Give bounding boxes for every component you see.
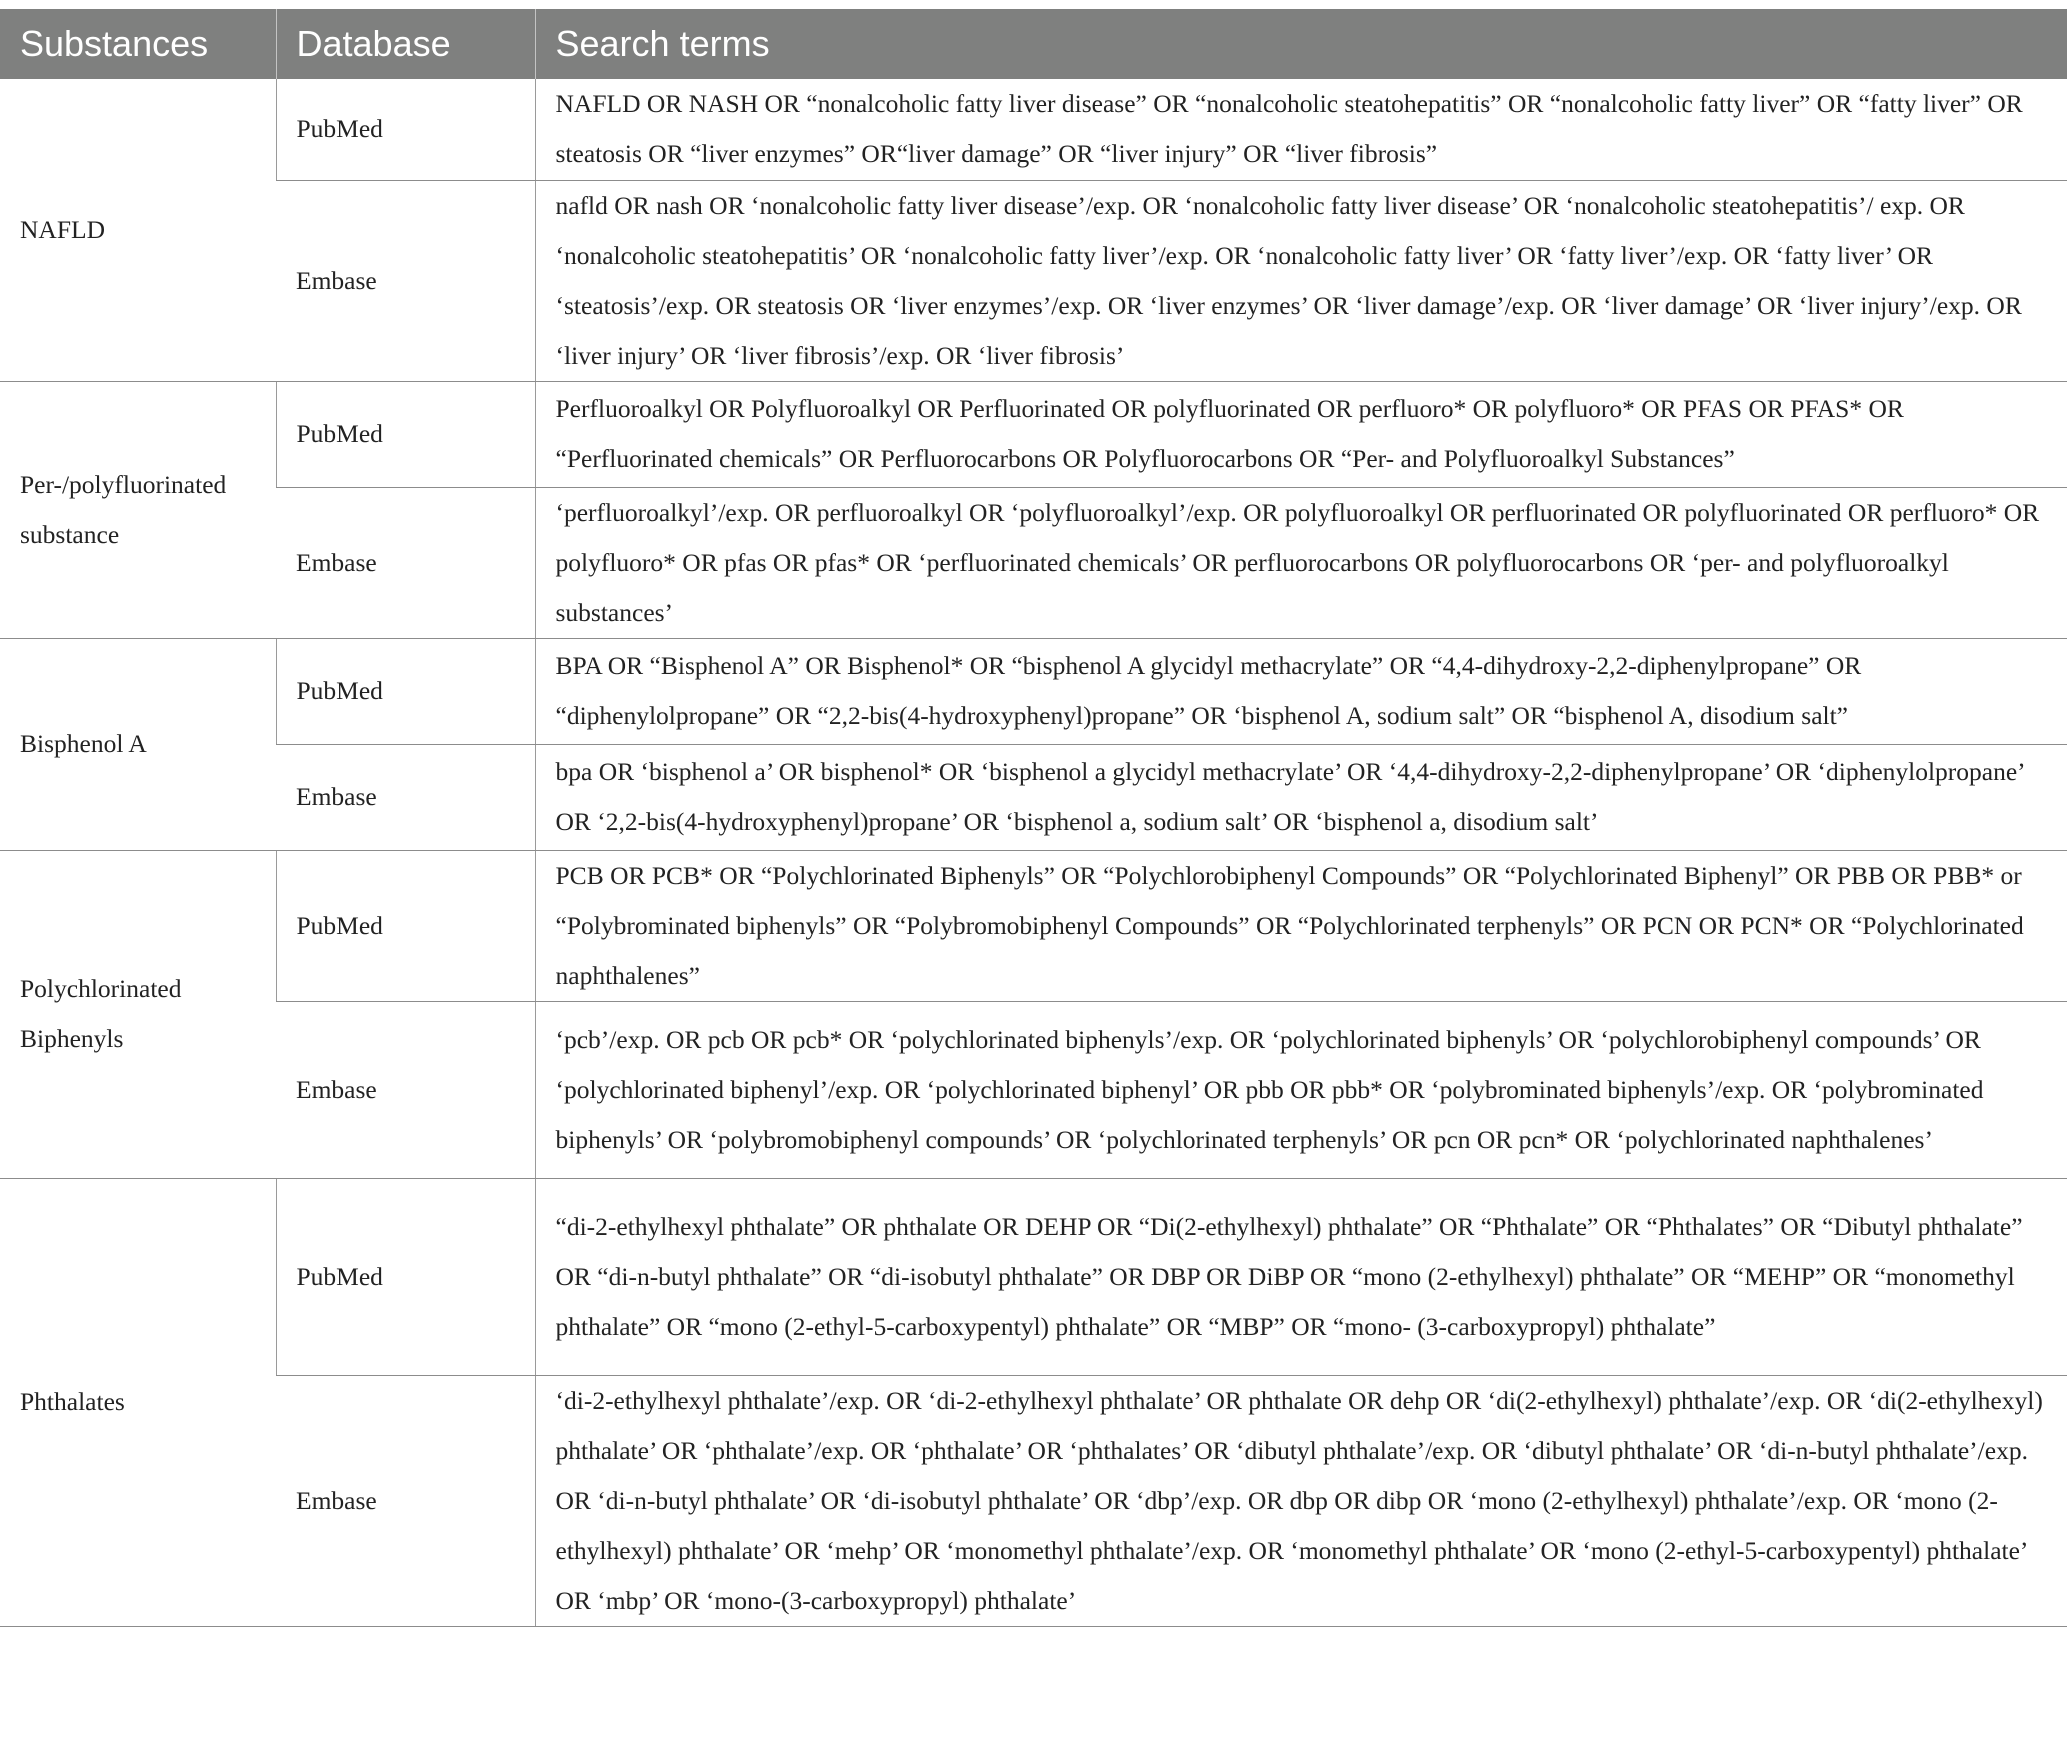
- substance-cell-pcb: Polychlorinated Biphenyls: [0, 850, 276, 1178]
- database-cell: Embase: [276, 487, 535, 638]
- table-row: [0, 850, 2067, 1001]
- substance-cell-phthalates: Phthalates: [0, 1178, 276, 1626]
- header-search-terms: Search terms: [535, 9, 2067, 79]
- database-cell: PubMed: [276, 79, 535, 180]
- table-body: [0, 79, 2067, 1626]
- search-terms-cell: Perfluoroalkyl OR Polyfluoroalkyl OR Perfluorinated OR polyfluorinated OR perfluoro* OR polyfluoro* OR PFAS OR PFAS* OR “Perfluorinated chemicals” OR Perfluorocarbons OR Polyfluorocarbons OR “Per- and Polyfluoroalkyl Substances”: [535, 381, 2067, 487]
- table-row: [0, 1375, 2067, 1626]
- search-terms-cell: PCB OR PCB* OR “Polychlorinated Biphenyls” OR “Polychlorobiphenyl Compounds” OR “Polychlorinated Biphenyl” OR PBB OR PBB* or “Polybrominated biphenyls” OR “Polybromobiphenyl Compounds” OR “Polychlorinated terphenyls” OR PCN OR PCN* OR “Polychlorinated naphthalenes”: [535, 850, 2067, 1001]
- table-row: [0, 381, 2067, 487]
- search-terms-cell: ‘pcb’/exp. OR pcb OR pcb* OR ‘polychlorinated biphenyls’/exp. OR ‘polychlorinated biphenyls’ OR ‘polychlorobiphenyl compounds’ OR ‘polychlorinated biphenyl’/exp. OR ‘polychlorinated biphenyl’ OR pbb OR pbb* OR ‘polybrominated biphenyls’/exp. OR ‘polybrominated biphenyls’ OR ‘polybromobiphenyl compounds’ OR ‘polychlorinated terphenyls’ OR pcn OR pcn* OR ‘polychlorinated naphthalenes’: [535, 1001, 2067, 1178]
- search-terms-cell: ‘perfluoroalkyl’/exp. OR perfluoroalkyl OR ‘polyfluoroalkyl’/exp. OR polyfluoroalkyl OR perfluorinated OR polyfluorinated OR perfluoro* OR polyfluoro* OR pfas OR pfas* OR ‘perfluorinated chemicals’ OR perfluorocarbons OR polyfluorocarbons OR ‘per- and polyfluoroalkyl substances’: [535, 487, 2067, 638]
- table-row: [0, 180, 2067, 381]
- header-database: Database: [276, 9, 535, 79]
- search-terms-cell: BPA OR “Bisphenol A” OR Bisphenol* OR “bisphenol A glycidyl methacrylate” OR “4,4-dihydroxy-2,2-diphenylpropane” OR “diphenylolpropane” OR “2,2-bis(4-hydroxyphenyl)propane” OR ‘bisphenol A, sodium salt” OR “bisphenol A, disodium salt”: [535, 638, 2067, 744]
- table-row: [0, 487, 2067, 638]
- table-row: [0, 79, 2067, 180]
- database-cell: PubMed: [276, 381, 535, 487]
- database-cell: Embase: [276, 180, 535, 381]
- search-terms-table-wrapper: [0, 9, 2067, 1627]
- database-cell: Embase: [276, 744, 535, 850]
- table-row: [0, 1001, 2067, 1178]
- search-terms-table: [0, 9, 2067, 1627]
- substance-cell-pfas: Per-/polyfluorinated substance: [0, 381, 276, 638]
- search-terms-cell: ‘di-2-ethylhexyl phthalate’/exp. OR ‘di-2-ethylhexyl phthalate’ OR phthalate OR dehp OR ‘di(2-ethylhexyl) phthalate’/exp. OR ‘di(2-ethylhexyl) phthalate’ OR ‘phthalate’/exp. OR ‘phthalate’ OR ‘phthalates’ OR ‘dibutyl phthalate’/exp. OR ‘dibutyl phthalate’ OR ‘di-n-butyl phthalate’/exp. OR ‘di-n-butyl phthalate’ OR ‘di-isobutyl phthalate’ OR ‘dbp’/exp. OR dbp OR dibp OR ‘mono (2-ethylhexyl) phthalate’/exp. OR ‘mono (2-ethylhexyl) phthalate’ OR ‘mehp’ OR ‘monomethyl phthalate’/exp. OR ‘monomethyl phthalate’ OR ‘mono (2-ethyl-5-carboxypentyl) phthalate’ OR ‘mbp’ OR ‘mono-(3-carboxypropyl) phthalate’: [535, 1375, 2067, 1626]
- substance-cell-nafld: NAFLD: [0, 79, 276, 381]
- search-terms-cell: “di-2-ethylhexyl phthalate” OR phthalate OR DEHP OR “Di(2-ethylhexyl) phthalate” OR “Phthalate” OR “Phthalates” OR “Dibutyl phthalate” OR “di-n-butyl phthalate” OR “di-isobutyl phthalate” OR DBP OR DiBP OR “mono (2-ethylhexyl) phthalate” OR “MEHP” OR “monomethyl phthalate” OR “mono (2-ethyl-5-carboxypentyl) phthalate” OR “MBP” OR “mono- (3-carboxypropyl) phthalate”: [535, 1178, 2067, 1375]
- database-cell: PubMed: [276, 850, 535, 1001]
- table-row: [0, 744, 2067, 850]
- database-cell: Embase: [276, 1375, 535, 1626]
- database-cell: Embase: [276, 1001, 535, 1178]
- database-cell: PubMed: [276, 638, 535, 744]
- header-row: [0, 9, 2067, 79]
- search-terms-cell: nafld OR nash OR ‘nonalcoholic fatty liver disease’/exp. OR ‘nonalcoholic fatty liver disease’ OR ‘nonalcoholic steatohepatitis’/ exp. OR ‘nonalcoholic steatohepatitis’ OR ‘nonalcoholic fatty liver’/exp. OR ‘nonalcoholic fatty liver’ OR ‘fatty liver’/exp. OR ‘fatty liver’ OR ‘steatosis’/exp. OR steatosis OR ‘liver enzymes’/exp. OR ‘liver enzymes’ OR ‘liver damage’/exp. OR ‘liver damage’ OR ‘liver injury’/exp. OR ‘liver injury’ OR ‘liver fibrosis’/exp. OR ‘liver fibrosis’: [535, 180, 2067, 381]
- table-row: [0, 638, 2067, 744]
- table-header: [0, 9, 2067, 79]
- substance-cell-bisphenol-a: Bisphenol A: [0, 638, 276, 850]
- table-row: [0, 1178, 2067, 1375]
- search-terms-cell: NAFLD OR NASH OR “nonalcoholic fatty liver disease” OR “nonalcoholic steatohepatitis” OR “nonalcoholic fatty liver” OR “fatty liver” OR steatosis OR “liver enzymes” OR“liver damage” OR “liver injury” OR “liver fibrosis”: [535, 79, 2067, 180]
- database-cell: PubMed: [276, 1178, 535, 1375]
- header-substances: Substances: [0, 9, 276, 79]
- search-terms-cell: bpa OR ‘bisphenol a’ OR bisphenol* OR ‘bisphenol a glycidyl methacrylate’ OR ‘4,4-dihydroxy-2,2-diphenylpropane’ OR ‘diphenylolpropane’ OR ‘2,2-bis(4-hydroxyphenyl)propane’ OR ‘bisphenol a, sodium salt’ OR ‘bisphenol a, disodium salt’: [535, 744, 2067, 850]
